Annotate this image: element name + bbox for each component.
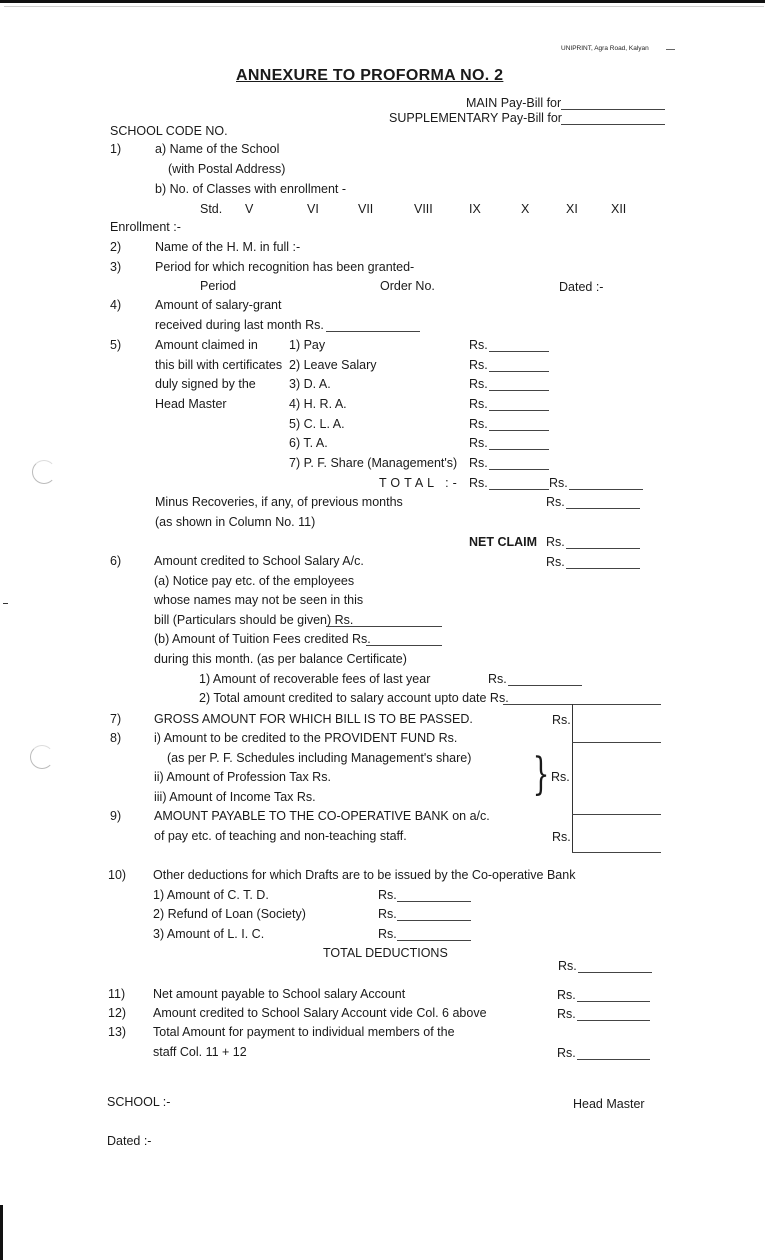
school-name-label: a) Name of the School <box>155 142 280 156</box>
printer-dash <box>666 49 675 50</box>
rs-label: Rs. <box>469 476 488 490</box>
scan-left-border <box>0 1205 3 1260</box>
rs-label: Rs. <box>546 495 565 509</box>
rs-label: Rs. <box>378 907 397 921</box>
minus-recoveries-label-2: (as shown in Column No. 11) <box>155 515 316 529</box>
claim-desc-3: duly signed by the <box>155 377 256 391</box>
period-label: Period <box>200 279 237 293</box>
std-x: X <box>521 202 530 216</box>
component-cla: 5) C. L. A. <box>289 417 345 431</box>
classes-enrollment-label: b) No. of Classes with enrollment - <box>155 182 347 196</box>
item-number: 5) <box>110 338 122 352</box>
rs-label: Rs. <box>469 456 488 470</box>
tuition-fees-label-2: during this month. (as per balance Certificate) <box>154 652 407 666</box>
ctd-field[interactable] <box>397 900 471 902</box>
cooperative-bank-field[interactable] <box>574 816 660 851</box>
item-number: 4) <box>110 298 122 312</box>
notice-pay-label: (a) Notice pay etc. of the employees <box>154 574 355 588</box>
net-claim-field[interactable] <box>566 547 640 549</box>
minus-recoveries-label: Minus Recoveries, if any, of previous months <box>155 495 403 509</box>
component-da: 3) D. A. <box>289 377 331 391</box>
amount-credited-field[interactable] <box>577 1019 650 1021</box>
leave-salary-field[interactable] <box>489 370 549 372</box>
std-xi: XI <box>566 202 578 216</box>
rs-label: Rs. <box>469 358 488 372</box>
item-number: 13) <box>108 1025 127 1039</box>
rs-label: Rs. <box>378 927 397 941</box>
rs-label: Rs. <box>549 476 568 490</box>
minus-recoveries-field[interactable] <box>566 507 640 509</box>
pay-field[interactable] <box>489 350 549 352</box>
net-claim-label: NET CLAIM <box>469 535 538 549</box>
notice-pay-label-2: whose names may not be seen in this <box>154 593 364 607</box>
gross-amount-label: GROSS AMOUNT FOR WHICH BILL IS TO BE PASSED. <box>154 712 473 726</box>
lic-field[interactable] <box>397 939 471 941</box>
total-payment-label-2: staff Col. 11 + 12 <box>153 1045 247 1059</box>
main-paybill-label: MAIN Pay-Bill for <box>466 96 562 110</box>
item-number: 1) <box>110 142 122 156</box>
total-payment-field[interactable] <box>577 1058 650 1060</box>
pf-schedule-label: (as per P. F. Schedules including Management's share) <box>167 751 472 765</box>
rs-label: Rs. <box>557 988 576 1002</box>
rs-label: Rs. <box>469 377 488 391</box>
box-divider <box>572 742 661 743</box>
std-vii: VII <box>358 202 374 216</box>
dated-label: Dated :- <box>559 280 604 294</box>
scan-top-line <box>4 6 764 7</box>
deductions-field[interactable] <box>574 744 660 812</box>
enrollment-label: Enrollment :- <box>110 220 181 234</box>
rs-label: Rs. <box>469 397 488 411</box>
std-xii: XII <box>611 202 627 216</box>
main-paybill-field[interactable] <box>561 108 665 110</box>
order-no-label: Order No. <box>380 279 435 293</box>
item-number: 10) <box>108 868 127 882</box>
school-code-label: SCHOOL CODE NO. <box>110 124 228 138</box>
school-signature-label: SCHOOL :- <box>107 1095 171 1109</box>
printer-imprint: UNIPRINT, Agra Road, Kalyan <box>561 45 649 52</box>
std-viii: VIII <box>414 202 433 216</box>
rs-label: Rs. <box>551 770 570 784</box>
cla-field[interactable] <box>489 429 549 431</box>
cooperative-bank-label: AMOUNT PAYABLE TO THE CO-OPERATIVE BANK on a/c. <box>154 809 490 823</box>
component-ta: 6) T. A. <box>289 436 328 450</box>
profession-tax-label: ii) Amount of Profession Tax Rs. <box>154 770 331 784</box>
rs-label: Rs. <box>546 535 565 549</box>
footer-dated-label: Dated :- <box>107 1134 152 1148</box>
notice-pay-field[interactable] <box>326 625 442 627</box>
component-leave-salary: 2) Leave Salary <box>289 358 377 372</box>
item-number: 7) <box>110 712 122 726</box>
amount-box-border <box>572 704 573 853</box>
income-tax-label: iii) Amount of Income Tax Rs. <box>154 790 316 804</box>
recognition-period-label: Period for which recognition has been granted- <box>155 260 415 274</box>
rs-label: Rs. <box>557 1046 576 1060</box>
item-number: 8) <box>110 731 122 745</box>
pf-share-field[interactable] <box>489 468 549 470</box>
lic-label: 3) Amount of L. I. C. <box>153 927 265 941</box>
rs-label: Rs. <box>558 959 577 973</box>
rs-label: Rs. <box>378 888 397 902</box>
brace-icon: } <box>532 749 550 800</box>
salary-grant-field[interactable] <box>326 330 420 332</box>
box-divider <box>572 814 661 815</box>
std-label: Std. <box>200 202 223 216</box>
net-payable-field[interactable] <box>577 1000 650 1002</box>
postal-address-label: (with Postal Address) <box>168 162 286 176</box>
std-vi: VI <box>307 202 319 216</box>
recoverable-fees-field[interactable] <box>508 684 582 686</box>
loan-refund-label: 2) Refund of Loan (Society) <box>153 907 306 921</box>
punch-hole-top <box>32 460 56 484</box>
scan-mark <box>3 603 8 604</box>
hm-name-label: Name of the H. M. in full :- <box>155 240 301 254</box>
item-number: 9) <box>110 809 122 823</box>
cooperative-bank-label-2: of pay etc. of teaching and non-teaching staff. <box>154 829 407 843</box>
school-salary-ac-field[interactable] <box>566 567 640 569</box>
rs-label: Rs. <box>552 830 571 844</box>
rs-label: Rs. <box>546 555 565 569</box>
net-payable-label: Net amount payable to School salary Account <box>153 987 406 1001</box>
tuition-fees-label: (b) Amount of Tuition Fees credited Rs. <box>154 632 371 646</box>
school-salary-ac-label: Amount credited to School Salary A/c. <box>154 554 364 568</box>
total-field-1[interactable] <box>489 488 549 490</box>
total-deductions-field[interactable] <box>578 971 652 973</box>
total-field-2[interactable] <box>569 488 643 490</box>
rs-label: Rs. <box>488 672 507 686</box>
rs-label: Rs. <box>469 436 488 450</box>
tuition-fees-field[interactable] <box>366 644 442 646</box>
da-field[interactable] <box>489 389 549 391</box>
claim-desc-4: Head Master <box>155 397 227 411</box>
loan-refund-field[interactable] <box>397 919 471 921</box>
gross-amount-field[interactable] <box>574 705 660 741</box>
item-number: 12) <box>108 1006 127 1020</box>
total-deductions-label: TOTAL DEDUCTIONS <box>323 946 448 960</box>
ta-field[interactable] <box>489 448 549 450</box>
punch-hole-bottom <box>30 745 54 769</box>
std-ix: IX <box>469 202 481 216</box>
recoverable-fees-label: 1) Amount of recoverable fees of last year <box>199 672 431 686</box>
supplementary-paybill-label: SUPPLEMENTARY Pay-Bill for <box>389 111 562 125</box>
provident-fund-label: i) Amount to be credited to the PROVIDENT FUND Rs. <box>154 731 458 745</box>
rs-label: Rs. <box>469 338 488 352</box>
ctd-label: 1) Amount of C. T. D. <box>153 888 269 902</box>
rs-label: Rs. <box>557 1007 576 1021</box>
item-number: 3) <box>110 260 122 274</box>
hra-field[interactable] <box>489 409 549 411</box>
salary-grant-label: Amount of salary-grant <box>155 298 282 312</box>
salary-grant-label-2: received during last month Rs. <box>155 318 324 332</box>
scan-top-border <box>0 0 765 3</box>
component-pf-share: 7) P. F. Share (Management's) <box>289 456 458 470</box>
amount-credited-label: Amount credited to School Salary Account vide Col. 6 above <box>153 1006 487 1020</box>
item-number: 2) <box>110 240 122 254</box>
box-divider <box>572 852 661 853</box>
rs-label: Rs. <box>552 713 571 727</box>
supplementary-paybill-field[interactable] <box>561 123 665 125</box>
page-title: ANNEXURE TO PROFORMA NO. 2 <box>236 67 504 84</box>
total-label: TOTAL :- <box>379 476 461 490</box>
item-number: 11) <box>108 987 126 1001</box>
component-pay: 1) Pay <box>289 338 326 352</box>
rs-label: Rs. <box>469 417 488 431</box>
head-master-label: Head Master <box>573 1097 645 1111</box>
claim-desc-2: this bill with certificates <box>155 358 283 372</box>
item-number: 6) <box>110 554 122 568</box>
total-payment-label: Total Amount for payment to individual members of the <box>153 1025 455 1039</box>
std-v: V <box>245 202 254 216</box>
claim-desc-1: Amount claimed in <box>155 338 258 352</box>
total-credited-label: 2) Total amount credited to salary account upto date Rs. <box>199 691 509 705</box>
component-hra: 4) H. R. A. <box>289 397 347 411</box>
notice-pay-label-3: bill (Particulars should be given) Rs. <box>154 613 354 627</box>
other-deductions-label: Other deductions for which Drafts are to be issued by the Co-operative Bank <box>153 868 576 882</box>
